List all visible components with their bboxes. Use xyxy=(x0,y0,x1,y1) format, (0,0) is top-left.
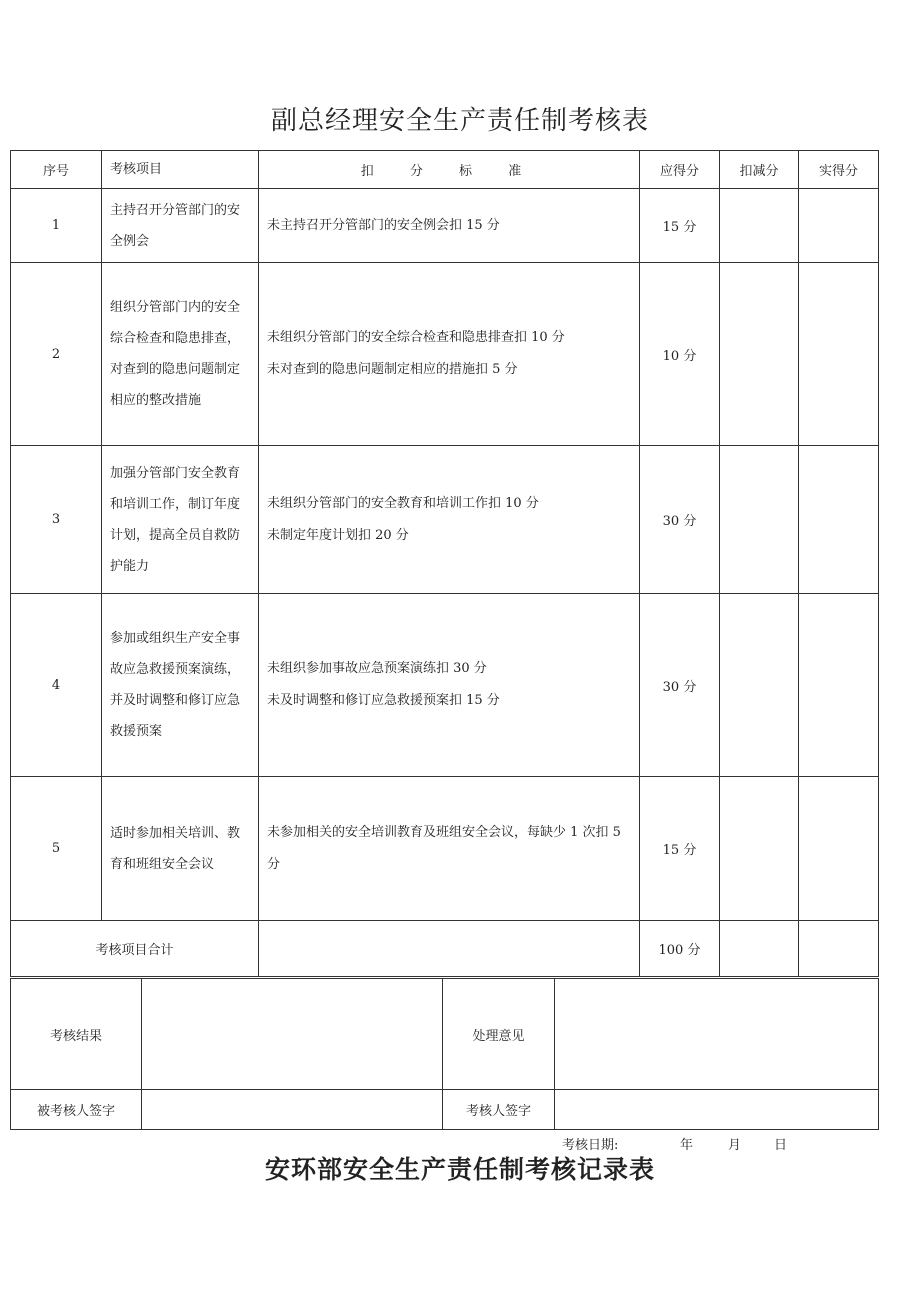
row-should-score: 30 分 xyxy=(640,446,720,594)
criteria-line: 未及时调整和修订应急救援预案扣 15 分 xyxy=(267,693,500,708)
criteria-line: 未参加相关的安全培训教育及班组安全会议，每缺少 1 次扣 5 分 xyxy=(267,824,621,872)
row-should-score: 30 分 xyxy=(640,594,720,777)
row-actual-cell[interactable] xyxy=(799,189,879,263)
row-should-score: 15 分 xyxy=(640,189,720,263)
row-item: 主持召开分管部门的安全例会 xyxy=(102,189,259,263)
row-item: 适时参加相关培训、教育和班组安全会议 xyxy=(102,777,259,921)
criteria-line: 未组织分管部门的安全教育和培训工作扣 10 分 xyxy=(267,495,539,511)
table-row xyxy=(11,594,879,777)
assessor-signature-field[interactable] xyxy=(555,1090,879,1130)
table-row xyxy=(11,189,879,263)
header-deduct-score: 扣减分 xyxy=(720,151,799,189)
header-item: 考核项目 xyxy=(102,151,259,189)
header-criteria: 扣 分 标 准 xyxy=(259,151,640,189)
row-actual-cell[interactable] xyxy=(799,594,879,777)
criteria-line: 未制定年度计划扣 20 分 xyxy=(267,527,409,543)
table-row xyxy=(11,777,879,921)
row-criteria xyxy=(259,594,640,777)
assessee-signature-field[interactable] xyxy=(142,1090,443,1130)
row-no: 2 xyxy=(11,263,102,446)
total-should-score: 100 分 xyxy=(640,921,720,977)
opinion-field[interactable] xyxy=(555,979,879,1090)
row-item: 组织分管部门内的安全综合检查和隐患排查，对查到的隐患问题制定相应的整改措施 xyxy=(102,263,259,446)
row-should-score: 15 分 xyxy=(640,777,720,921)
total-row xyxy=(11,921,879,977)
row-deduct-cell[interactable] xyxy=(720,777,799,921)
criteria-line: 未对查到的隐患问题制定相应的措施扣 5 分 xyxy=(267,362,518,377)
table-row xyxy=(11,263,879,446)
row-actual-cell[interactable] xyxy=(799,777,879,921)
header-actual-score: 实得分 xyxy=(799,151,879,189)
row-deduct-cell[interactable] xyxy=(720,446,799,594)
row-criteria xyxy=(259,263,640,446)
criteria-line: 未组织参加事故应急预案演练扣 30 分 xyxy=(267,661,487,676)
total-deduct-cell[interactable] xyxy=(720,921,799,977)
row-item: 参加或组织生产安全事故应急救援预案演练，并及时调整和修订应急救援预案 xyxy=(102,594,259,777)
second-page-title: 安环部安全生产责任制考核记录表 xyxy=(264,1155,655,1184)
row-actual-cell[interactable] xyxy=(799,446,879,594)
header-no: 序号 xyxy=(11,151,102,189)
row-criteria xyxy=(259,189,640,263)
row-criteria xyxy=(259,777,640,921)
opinion-label: 处理意见 xyxy=(443,979,555,1090)
row-deduct-cell[interactable] xyxy=(720,189,799,263)
result-field[interactable] xyxy=(142,979,443,1090)
table-header-row xyxy=(11,151,879,189)
total-actual-cell[interactable] xyxy=(799,921,879,977)
result-label: 考核结果 xyxy=(11,979,142,1090)
signature-table xyxy=(10,978,879,1130)
total-label: 考核项目合计 xyxy=(11,921,259,977)
header-should-score: 应得分 xyxy=(640,151,720,189)
criteria-line: 未主持召开分管部门的安全例会扣 15 分 xyxy=(267,217,500,233)
date-label: 考核日期: xyxy=(562,1138,619,1153)
assessor-signature-label: 考核人签字 xyxy=(443,1090,555,1130)
date-day: 日 xyxy=(774,1138,788,1153)
row-criteria xyxy=(259,446,640,594)
table-row xyxy=(11,446,879,594)
row-no: 1 xyxy=(11,189,102,263)
result-row xyxy=(11,979,879,1090)
row-should-score: 10 分 xyxy=(640,263,720,446)
criteria-line: 未组织分管部门的安全综合检查和隐患排查扣 10 分 xyxy=(267,330,565,345)
page-title: 副总经理安全生产责任制考核表 xyxy=(270,106,649,136)
assessee-signature-label: 被考核人签字 xyxy=(11,1090,142,1130)
row-no: 5 xyxy=(11,777,102,921)
date-month: 月 xyxy=(728,1138,742,1153)
signature-row xyxy=(11,1090,879,1130)
row-deduct-cell[interactable] xyxy=(720,263,799,446)
total-criteria-cell xyxy=(259,921,640,977)
row-actual-cell[interactable] xyxy=(799,263,879,446)
row-no: 3 xyxy=(11,446,102,594)
date-year: 年 xyxy=(680,1138,694,1153)
row-deduct-cell[interactable] xyxy=(720,594,799,777)
assessment-table xyxy=(10,150,879,977)
row-no: 4 xyxy=(11,594,102,777)
row-item: 加强分管部门安全教育和培训工作，制订年度计划，提高全员自救防护能力 xyxy=(102,446,259,594)
